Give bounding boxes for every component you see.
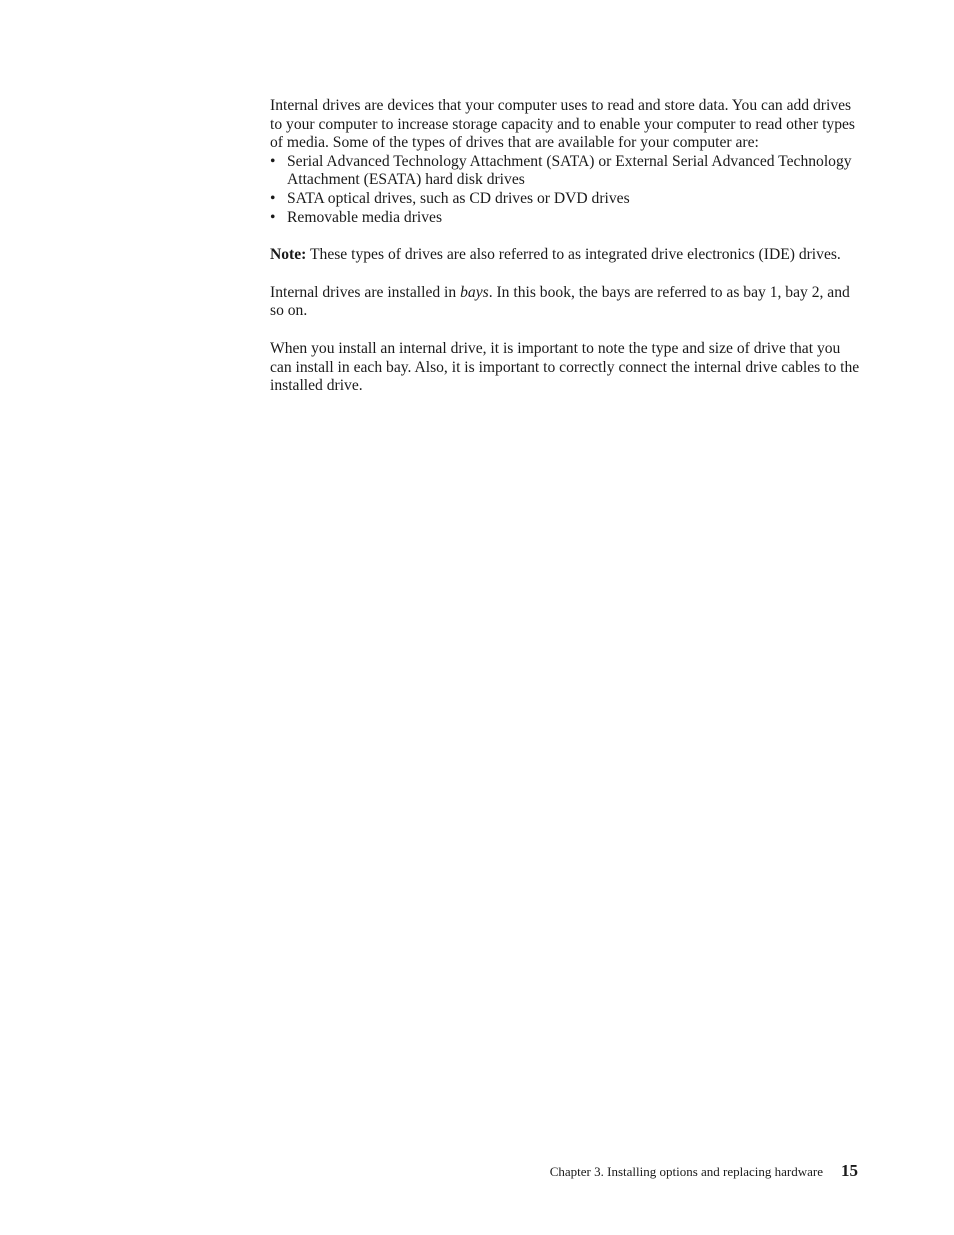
page-footer bbox=[550, 1161, 858, 1181]
bullet-marker: • bbox=[270, 189, 276, 207]
intro-paragraph: Internal drives are devices that your computer uses to read and store data. You can add drives to your computer to increase storage capacity and to enable your computer to read other types of media. Some of the types of drives that are available for your computer are: bbox=[270, 97, 855, 152]
list-item-text: SATA optical drives, such as CD drives or DVD drives bbox=[287, 189, 630, 207]
note-label: Note: bbox=[270, 246, 307, 264]
bays-text-before: Internal drives are installed in bbox=[270, 283, 461, 301]
install-paragraph: When you install an internal drive, it is important to note the type and size of drive that you can install in each bay. Also, it is important to correctly connect the internal drive cables to the installed drive. bbox=[270, 339, 860, 395]
chapter-title: Chapter 3. Installing options and replacing hardware bbox=[549, 1164, 823, 1179]
bays-emphasis: bays bbox=[460, 283, 489, 301]
note-text: These types of drives are also referred to as integrated drive electronics (IDE) drives. bbox=[310, 246, 841, 264]
page-number: 15 bbox=[841, 1161, 858, 1180]
bays-paragraph bbox=[270, 284, 862, 321]
list-item bbox=[270, 190, 862, 209]
bays-text-after: . In this book, the bays are referred to as bay 1, bay 2, and so on. bbox=[270, 283, 850, 320]
list-item-text: Serial Advanced Technology Attachment (SATA) or External Serial Advanced Technology Attachment (ESATA) hard disk drives bbox=[287, 152, 852, 189]
list-item-text: Removable media drives bbox=[287, 208, 443, 226]
list-item bbox=[270, 209, 862, 228]
bullet-marker: • bbox=[270, 152, 276, 170]
page-content bbox=[270, 97, 862, 396]
bullet-marker: • bbox=[270, 208, 276, 226]
note-paragraph bbox=[270, 246, 862, 265]
drive-types-list bbox=[270, 153, 862, 227]
list-item bbox=[270, 153, 862, 190]
